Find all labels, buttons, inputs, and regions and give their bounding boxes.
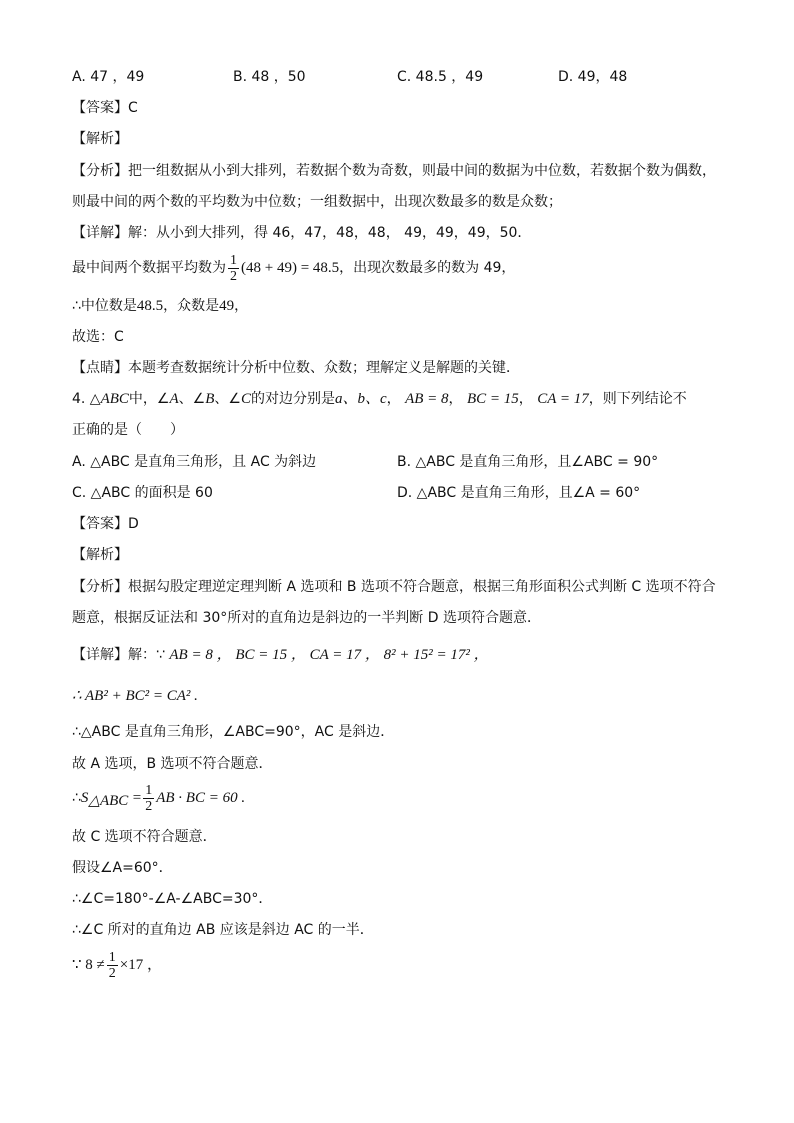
q3-option-b: B. 48 ，50 <box>233 69 306 85</box>
q4-detail-line-1 <box>72 646 489 664</box>
q4-stem-text-b: 、∠ <box>178 391 206 407</box>
q4-option-c: C. △ABC 的面积是 60 <box>72 485 213 501</box>
q3-analysis-line-2: 则最中间的两个数的平均数为中位数；一组数据中，出现次数最多的数是众数； <box>72 194 562 210</box>
q4-angle-c: ∴∠C=180°-∠A-∠ABC=30°． <box>72 891 273 907</box>
q4-triangle-name: ABC <box>100 391 129 407</box>
fraction-numerator: 1 <box>108 949 116 965</box>
q4-pythagorean-text: ∴ AB² + BC² = CA² . <box>72 688 198 704</box>
half-fraction <box>143 783 154 814</box>
q3-detail-line-2 <box>72 250 515 286</box>
half-fraction <box>228 253 239 284</box>
q3-mode-label: ，众数是 <box>163 298 220 314</box>
q4-stem-text-c: 、∠ <box>214 391 241 407</box>
q4-side-letters: a、b、c <box>334 391 387 407</box>
fraction-denominator: 2 <box>108 965 116 981</box>
q4-pythagorean-equation <box>72 687 198 705</box>
q4-option-b: B. △ABC 是直角三角形，且∠ABC = 90° <box>397 454 659 470</box>
q4-ca-value: CA = 17 <box>537 391 589 407</box>
q4-inequality-suffix: ×17 ， <box>119 957 162 973</box>
q3-option-d: D. 49，48 <box>558 69 628 85</box>
q4-area-subscript: △ABC <box>88 793 129 809</box>
q3-detail-2-prefix: 最中间两个数据平均数为 <box>72 260 226 276</box>
q3-note: 【点睛】本题考查数据统计分析中位数、众数；理解定义是解题的关键． <box>72 360 520 376</box>
q4-inequality-prefix: ∵ 8 ≠ <box>72 957 105 973</box>
q3-detail-2-suffix: ，出现次数最多的数为 49， <box>339 260 516 276</box>
q3-analysis-line-1: 【分析】把一组数据从小到大排列，若数据个数为奇数，则最中间的数据为中位数，若数据个数为偶数， <box>72 163 716 179</box>
q4-stem-text-a: 中，∠ <box>128 391 170 407</box>
q3-mean-expression: (48 + 49) = 48.5 <box>241 260 340 276</box>
q4-assumption: 假设∠A=60°． <box>72 860 173 876</box>
q3-detail-3-suffix: ， <box>234 298 249 314</box>
q4-stem-tail: ，则下列结论不 <box>588 391 687 407</box>
q4-option-d: D. △ABC 是直角三角形，且∠A = 60° <box>397 485 641 501</box>
q4-half-statement: ∴∠C 所对的直角边 AB 应该是斜边 AC 的一半． <box>72 922 374 938</box>
q4-stem-text-d: 的对边分别是 <box>250 391 335 407</box>
q4-option-a: A. △ABC 是直角三角形，且 AC 为斜边 <box>72 454 317 470</box>
fraction-denominator: 2 <box>145 798 153 814</box>
q4-analysis-line-2: 题意，根据反证法和 30°所对的直角边是斜边的一半判断 D 选项符合题意． <box>72 610 541 626</box>
q3-option-c: C. 48.5 ，49 <box>397 69 484 85</box>
q3-detail-line-3 <box>72 297 248 315</box>
q4-area-equation <box>72 779 245 817</box>
q4-stem-line-1: 4. △ABC中，∠A、∠B、∠C的对边分别是a、b、c， AB = 8， BC = 15， CA = 17，则下列结论不 <box>72 391 687 407</box>
q4-inequality <box>72 946 162 984</box>
q4-detail-line-6: 故 C 选项不符合题意． <box>72 829 217 845</box>
q4-detail-line-3: ∴△ABC 是直角三角形，∠ABC=90°，AC 是斜边． <box>72 724 395 740</box>
q3-analysis-heading: 【解析】 <box>72 131 128 147</box>
q4-detail-line-4: 故 A 选项，B 选项不符合题意． <box>72 756 273 772</box>
q3-option-a: A. 47 ，49 <box>72 69 145 85</box>
q4-stem-line-2: 正确的是（ ） <box>72 422 184 438</box>
fraction-denominator: 2 <box>230 268 237 284</box>
q4-stem-prefix: 4. △ <box>72 391 101 407</box>
q3-median-value: 48.5 <box>136 298 164 314</box>
q4-equals: = <box>132 790 142 806</box>
q3-choice: 故选：C <box>72 329 124 345</box>
q4-therefore: ∴ <box>72 790 81 806</box>
q3-answer: 【答案】C <box>72 100 138 116</box>
q4-area-expression: AB · BC = 60 . <box>156 790 246 806</box>
q3-median-label: ∴中位数是 <box>72 298 137 314</box>
q4-bc-value: BC = 15 <box>467 391 519 407</box>
q4-analysis-line-1: 【分析】根据勾股定理逆定理判断 A 选项和 B 选项不符合题意，根据三角形面积公式判断 C 选项不符合 <box>72 579 716 595</box>
fraction-numerator: 1 <box>230 252 237 268</box>
q4-analysis-heading: 【解析】 <box>72 547 128 563</box>
q4-answer: 【答案】D <box>72 516 139 532</box>
q4-ab-value: AB = 8 <box>405 391 449 407</box>
fraction-numerator: 1 <box>145 782 153 798</box>
q4-given-values: AB = 8 ， BC = 15 ， CA = 17 ， 8² + 15² = 17² ， <box>169 647 489 663</box>
q4-comma: ， <box>386 391 401 407</box>
half-fraction <box>107 950 118 981</box>
q3-detail-line-1: 【详解】解：从小到大排列，得 46，47，48，48， 49，49，49，50． <box>72 225 532 241</box>
q4-detail-1-prefix: 【详解】解：∵ <box>72 647 165 663</box>
q3-mode-value: 49 <box>219 298 235 314</box>
q4-area-symbol: S <box>80 790 89 806</box>
